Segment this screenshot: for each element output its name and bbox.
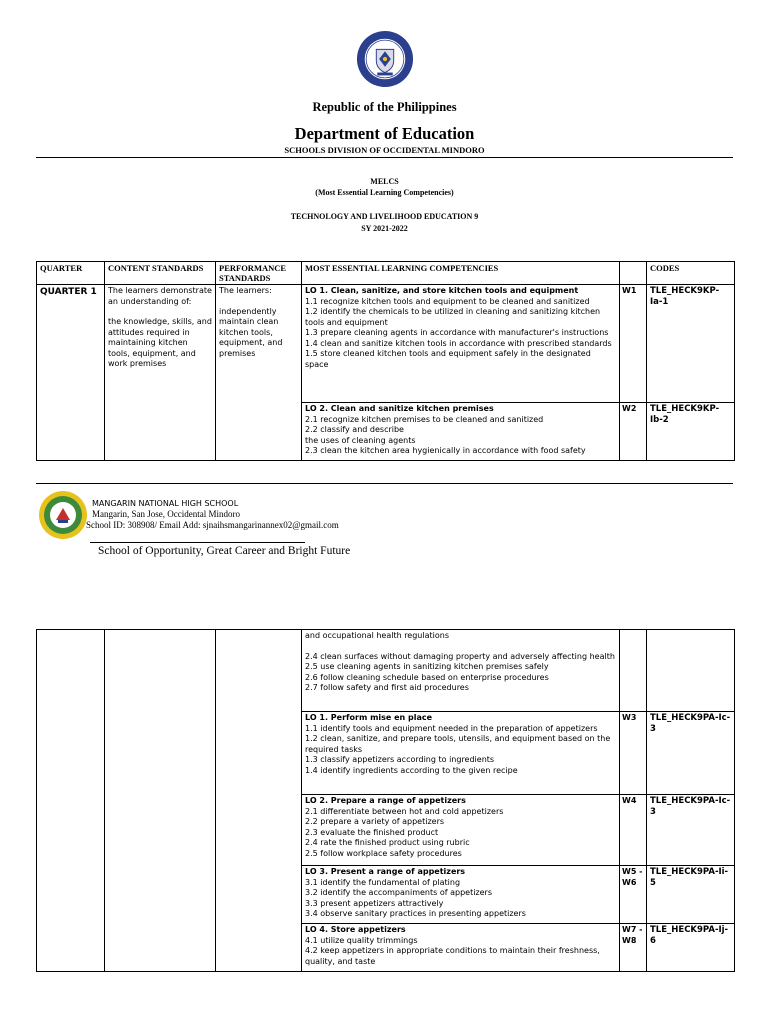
- content-intro: The learners demonstrate an understanding of:: [108, 286, 212, 306]
- school-tagline: School of Opportunity, Great Career and Bright Future: [98, 545, 351, 557]
- code-cell: TLE_HECK9KP-Ib-2: [647, 403, 735, 461]
- header-codes: CODES: [647, 262, 735, 285]
- competency-item: and occupational health regulations: [305, 631, 449, 640]
- header-divider: [36, 157, 733, 158]
- competency-item: 1.3 prepare cleaning agents in accordance with manufacturer's instructions: [305, 328, 609, 337]
- week-cell: W5 - W6: [620, 866, 647, 924]
- competency-item: 2.2 prepare a variety of appetizers: [305, 817, 445, 826]
- competency-item: the uses of cleaning agents: [305, 435, 416, 445]
- lo-title: LO 3. Present a range of appetizers: [305, 867, 466, 876]
- performance-standards-cell: [216, 285, 302, 461]
- competency-item: 2.3 clean the kitchen area hygienically in accordance with food safety: [305, 446, 586, 455]
- deped-seal-logo: [356, 30, 414, 88]
- competency-item: 1.1 identify tools and equipment needed in the preparation of appetizers: [305, 723, 598, 733]
- competency-item: 2.1 differentiate between hot and cold appetizers: [305, 806, 504, 816]
- performance-body: independently maintain clean kitchen tools, equipment, and premises: [219, 306, 283, 358]
- week-cell-empty: [620, 630, 647, 712]
- competency-item: 1.2 identify the chemicals to be utilized in cleaning and sanitizing kitchen tools and equipment: [305, 307, 601, 327]
- department-heading: Department of Education: [294, 124, 475, 143]
- competency-item: 1.2 clean, sanitize, and prepare tools, utensils, and equipment based on the required tasks: [305, 734, 611, 754]
- competency-item: 1.3 classify appetizers according to ingredients: [305, 755, 495, 764]
- content-body: the knowledge, skills, and attitudes required in maintaining kitchen tools, equipment, and work premises: [108, 317, 212, 368]
- competency-item: 2.2 classify and describe: [305, 425, 404, 434]
- competency-item: 4.1 utilize quality trimmings: [305, 935, 418, 945]
- school-name: MANGARIN NATIONAL HIGH SCHOOL: [92, 499, 239, 508]
- competency-item: 2.5 use cleaning agents in sanitizing kitchen premises safely: [305, 662, 549, 671]
- code-cell: TLE_HECK9PA-Ii-5: [647, 866, 735, 924]
- tagline-divider: [90, 542, 305, 543]
- code-cell: TLE_HECK9PA-Ic-3: [647, 795, 735, 866]
- competency-cell: [302, 795, 620, 866]
- code-cell-empty: [647, 630, 735, 712]
- lo-title: LO 1. Clean, sanitize, and store kitchen tools and equipment: [305, 286, 579, 295]
- header-competencies: MOST ESSENTIAL LEARNING COMPETENCIES: [302, 262, 620, 285]
- competency-item: 2.1 recognize kitchen premises to be cleaned and sanitized: [305, 414, 544, 424]
- week-cell: W1: [620, 285, 647, 403]
- melcs-table-page-1: [36, 261, 735, 461]
- competency-cell: [302, 924, 620, 972]
- competency-item: 1.4 identify ingredients according to the given recipe: [305, 765, 518, 775]
- header-quarter: QUARTER: [37, 262, 105, 285]
- competency-item: 1.4 clean and sanitize kitchen tools in accordance with prescribed standards: [305, 338, 612, 348]
- school-contact: School ID: 308908/ Email Add: sjnaihsmangarinannex02@gmail.com: [86, 520, 339, 530]
- competency-item: 4.2 keep appetizers in appropriate conditions to maintain their freshness, quality, and taste: [305, 946, 600, 966]
- melcs-heading: MELCS: [370, 177, 399, 186]
- melcs-table-page-2: [36, 629, 735, 972]
- lo-title: LO 2. Prepare a range of appetizers: [305, 796, 466, 805]
- performance-intro: The learners:: [219, 286, 272, 295]
- division-heading: SCHOOLS DIVISION OF OCCIDENTAL MINDORO: [284, 145, 485, 155]
- code-cell: TLE_HECK9PA-Ij-6: [647, 924, 735, 972]
- header-week: [620, 262, 647, 285]
- competency-item: 2.7 follow safety and first aid procedures: [305, 683, 469, 692]
- competency-item: 2.4 clean surfaces without damaging property and adversely affecting health: [305, 651, 615, 661]
- competency-item: 2.5 follow workplace safety procedures: [305, 848, 462, 858]
- melcs-full-name: (Most Essential Learning Competencies): [315, 188, 454, 197]
- school-year: SY 2021-2022: [361, 224, 408, 233]
- competency-cell: [302, 630, 620, 712]
- competency-item: 2.3 evaluate the finished product: [305, 827, 439, 837]
- table-header-row: [37, 262, 735, 285]
- week-cell: W2: [620, 403, 647, 461]
- table-row: [37, 630, 735, 712]
- week-cell: W4: [620, 795, 647, 866]
- footer-divider: [36, 483, 733, 484]
- competency-item: 2.6 follow cleaning schedule based on enterprise procedures: [305, 672, 549, 682]
- competency-item: 3.1 identify the fundamental of plating: [305, 877, 461, 887]
- header-performance-standards: PERFORMANCE STANDARDS: [216, 262, 302, 285]
- week-cell: W3: [620, 712, 647, 795]
- competency-item: 3.3 present appetizers attractively: [305, 898, 444, 908]
- competency-cell: [302, 712, 620, 795]
- competency-item: 3.4 observe sanitary practices in presenting appetizers: [305, 909, 526, 918]
- competency-item: 2.4 rate the finished product using rubric: [305, 838, 470, 847]
- code-cell: TLE_HECK9PA-Ic-3: [647, 712, 735, 795]
- header-content-standards: CONTENT STANDARDS: [105, 262, 216, 285]
- quarter-cell: QUARTER 1: [37, 285, 105, 461]
- competency-item: 1.5 store cleaned kitchen tools and equipment safely in the designated space: [305, 349, 591, 369]
- competency-cell: [302, 866, 620, 924]
- content-standards-cell-empty: [105, 630, 216, 972]
- table-row: [37, 285, 735, 403]
- school-seal-logo: [38, 490, 88, 540]
- competency-cell: [302, 285, 620, 403]
- quarter-cell-empty: [37, 630, 105, 972]
- lo-title: LO 1. Perform mise en place: [305, 713, 433, 722]
- competency-item: 1.1 recognize kitchen tools and equipment to be cleaned and sanitized: [305, 296, 590, 306]
- subject-heading: TECHNOLOGY AND LIVELIHOOD EDUCATION 9: [290, 212, 479, 221]
- week-cell: W7 - W8: [620, 924, 647, 972]
- performance-standards-cell-empty: [216, 630, 302, 972]
- lo-title: LO 4. Store appetizers: [305, 925, 406, 934]
- republic-heading: Republic of the Philippines: [312, 100, 457, 114]
- content-standards-cell: [105, 285, 216, 461]
- lo-title: LO 2. Clean and sanitize kitchen premises: [305, 404, 494, 413]
- competency-item: 3.2 identify the accompaniments of appetizers: [305, 888, 493, 897]
- school-address: Mangarin, San Jose, Occidental Mindoro: [92, 509, 240, 519]
- code-cell: TLE_HECK9KP-Ia-1: [647, 285, 735, 403]
- competency-cell: [302, 403, 620, 461]
